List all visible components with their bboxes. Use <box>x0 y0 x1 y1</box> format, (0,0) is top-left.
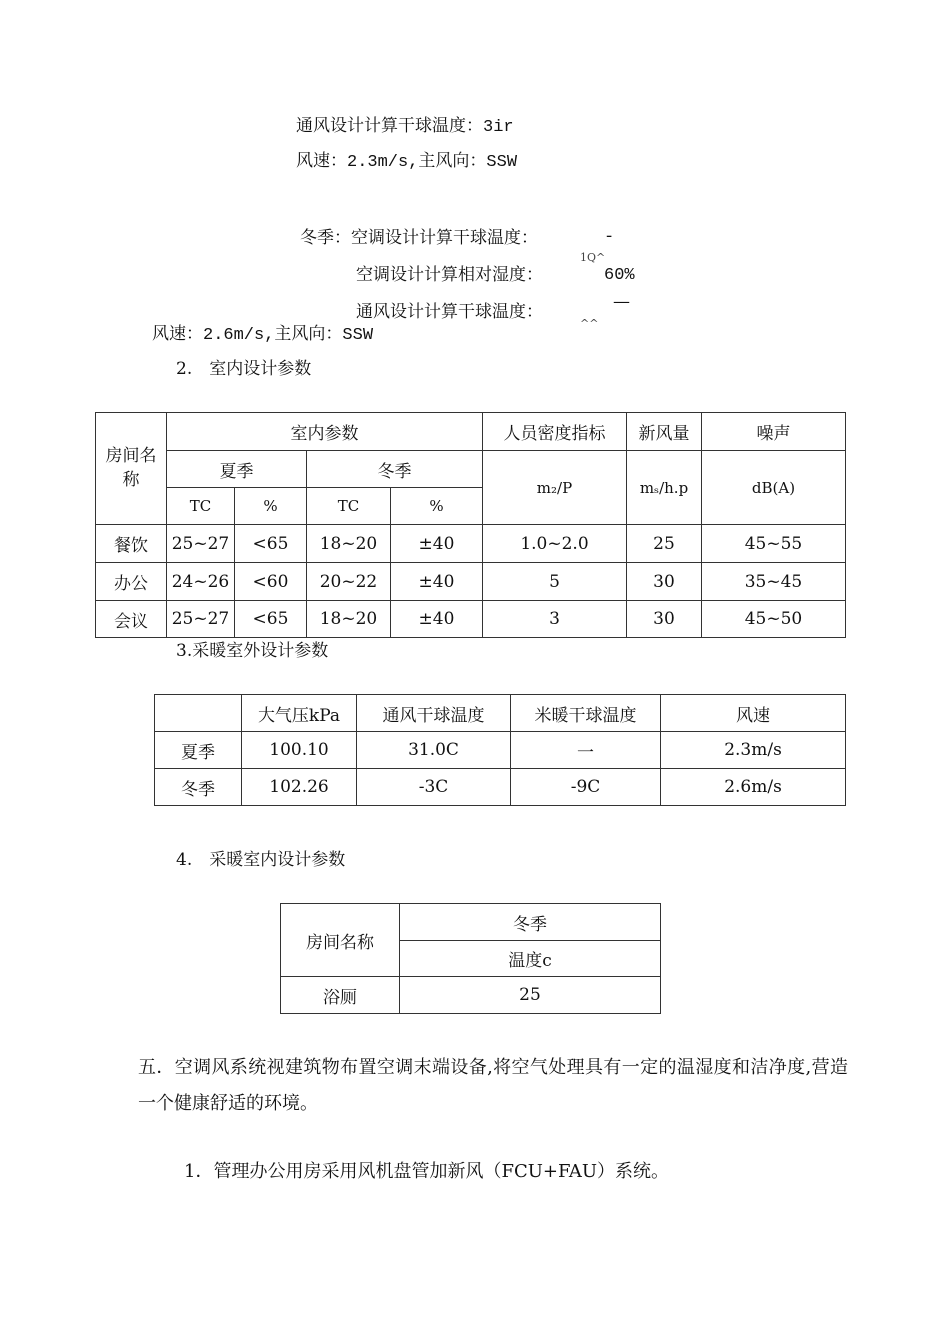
wind-speed-header: 风速 <box>661 695 846 732</box>
summer-vent-temp-value: 3ir <box>483 118 514 137</box>
winter-rh-unit: % <box>391 488 483 525</box>
winter-wind-label: 风速： <box>152 324 203 344</box>
indoor-heating-table <box>280 903 661 1014</box>
summer-temp-cell: 25~27 <box>167 601 235 638</box>
winter-rh-cell: ±40 <box>391 525 483 563</box>
winter-header: 冬季 <box>400 904 661 941</box>
winter-rh-cell: ±40 <box>391 601 483 638</box>
summer-temp-cell: 25~27 <box>167 525 235 563</box>
table-row <box>155 769 846 806</box>
winter-rh-cell: ±40 <box>391 563 483 601</box>
fresh-air-unit: mₛ/h.p <box>627 451 702 525</box>
winter-ac-rh-value: 60% <box>604 266 635 285</box>
winter-vent-temp-value: — <box>613 292 630 312</box>
temp-header: 温度c <box>400 941 661 977</box>
table-row <box>96 563 846 601</box>
room-name-cell: 办公 <box>96 563 167 601</box>
room-name-header: 房间名称 <box>96 413 167 525</box>
winter-temp-cell: 18~20 <box>307 601 391 638</box>
density-cell: 5 <box>483 563 627 601</box>
summer-rh-cell: <65 <box>235 601 307 638</box>
winter-wind-line <box>152 326 373 344</box>
summer-temp-cell: 24~26 <box>167 563 235 601</box>
winter-temp-cell: 18~20 <box>307 525 391 563</box>
summer-temp-unit: TC <box>167 488 235 525</box>
room-name-cell: 浴厕 <box>281 977 400 1014</box>
season-cell: 冬季 <box>155 769 242 806</box>
pressure-cell: 100.10 <box>242 732 357 769</box>
winter-ac-temp-label: 空调设计计算干球温度： <box>351 228 538 248</box>
winter-ac-temp-value: - <box>604 228 615 247</box>
winter-wind-dir-label: 主风向： <box>274 324 343 344</box>
winter-vent-temp-fragment: ^^ <box>580 317 599 330</box>
section5-paragraph: 五．空调风系统视建筑物布置空调末端设备,将空气处理具有一定的温湿度和洁净度,营造一个健康舒适的环境。 <box>138 1057 848 1114</box>
corner-header <box>155 695 242 732</box>
winter-ac-rh-label: 空调设计计算相对湿度： <box>356 265 543 285</box>
section2-heading: 2. 室内设计参数 <box>176 359 312 379</box>
winter-header: 冬季 <box>307 451 483 488</box>
winter-ac-temp-fragment: 1Q^ <box>580 251 606 264</box>
summer-rh-cell: <65 <box>235 525 307 563</box>
summer-wind-dir-value: SSW <box>486 153 518 172</box>
summer-vent-temp-label: 通风设计计算干球温度： <box>296 116 483 136</box>
heating-temp-cell: 一 <box>511 732 661 769</box>
fresh-air-header: 新风量 <box>627 413 702 451</box>
winter-vent-temp-label: 通风设计计算干球温度： <box>356 302 543 322</box>
indoor-params-header: 室内参数 <box>167 413 483 451</box>
noise-cell: 45~50 <box>702 601 846 638</box>
fresh-air-cell: 25 <box>627 525 702 563</box>
fresh-air-cell: 30 <box>627 563 702 601</box>
table-row <box>96 601 846 638</box>
noise-cell: 45~55 <box>702 525 846 563</box>
room-name-cell: 餐饮 <box>96 525 167 563</box>
density-unit: m₂/P <box>483 451 627 525</box>
heating-dry-bulb-header: 米暖干球温度 <box>511 695 661 732</box>
wind-speed-cell: 2.3m/s <box>661 732 846 769</box>
vent-dry-bulb-header: 通风干球温度 <box>357 695 511 732</box>
winter-temp-cell: 20~22 <box>307 563 391 601</box>
wind-speed-cell: 2.6m/s <box>661 769 846 806</box>
section4-heading: 4. 采暖室内设计参数 <box>176 850 346 870</box>
indoor-design-table <box>95 412 846 638</box>
pressure-header: 大气压kPa <box>242 695 357 732</box>
table-row <box>281 977 661 1014</box>
summer-wind-dir-label: 主风向： <box>418 151 487 171</box>
fresh-air-cell: 30 <box>627 601 702 638</box>
winter-temp-unit: TC <box>307 488 391 525</box>
summer-wind-value: 2.3m/s, <box>347 153 419 172</box>
density-header: 人员密度指标 <box>483 413 627 451</box>
noise-header: 噪声 <box>702 413 846 451</box>
summer-rh-cell: <60 <box>235 563 307 601</box>
summer-vent-temp-line <box>296 118 514 136</box>
summer-rh-unit: % <box>235 488 307 525</box>
summer-header: 夏季 <box>167 451 307 488</box>
section5-item-1: 1．管理办公用房采用风机盘管加新风（FCU+FAU）系统。 <box>184 1161 670 1182</box>
summer-wind-label: 风速： <box>296 151 347 171</box>
temp-cell: 25 <box>400 977 661 1014</box>
vent-temp-cell: 31.0C <box>357 732 511 769</box>
winter-wind-dir-value: SSW <box>342 326 374 345</box>
room-name-cell: 会议 <box>96 601 167 638</box>
section3-heading: 3.采暖室外设计参数 <box>176 641 329 661</box>
table-row <box>96 525 846 563</box>
noise-unit: dB(A) <box>702 451 846 525</box>
density-cell: 3 <box>483 601 627 638</box>
density-cell: 1.0~2.0 <box>483 525 627 563</box>
winter-season-label: 冬季： <box>300 228 351 248</box>
pressure-cell: 102.26 <box>242 769 357 806</box>
winter-wind-value: 2.6m/s, <box>203 326 275 345</box>
vent-temp-cell: -3C <box>357 769 511 806</box>
winter-ac-temp-line <box>300 230 538 247</box>
noise-cell: 35~45 <box>702 563 846 601</box>
season-cell: 夏季 <box>155 732 242 769</box>
room-name-header: 房间名称 <box>281 904 400 977</box>
summer-wind-line <box>296 153 517 171</box>
heating-temp-cell: -9C <box>511 769 661 806</box>
table-row <box>155 732 846 769</box>
outdoor-heating-table <box>154 694 846 806</box>
